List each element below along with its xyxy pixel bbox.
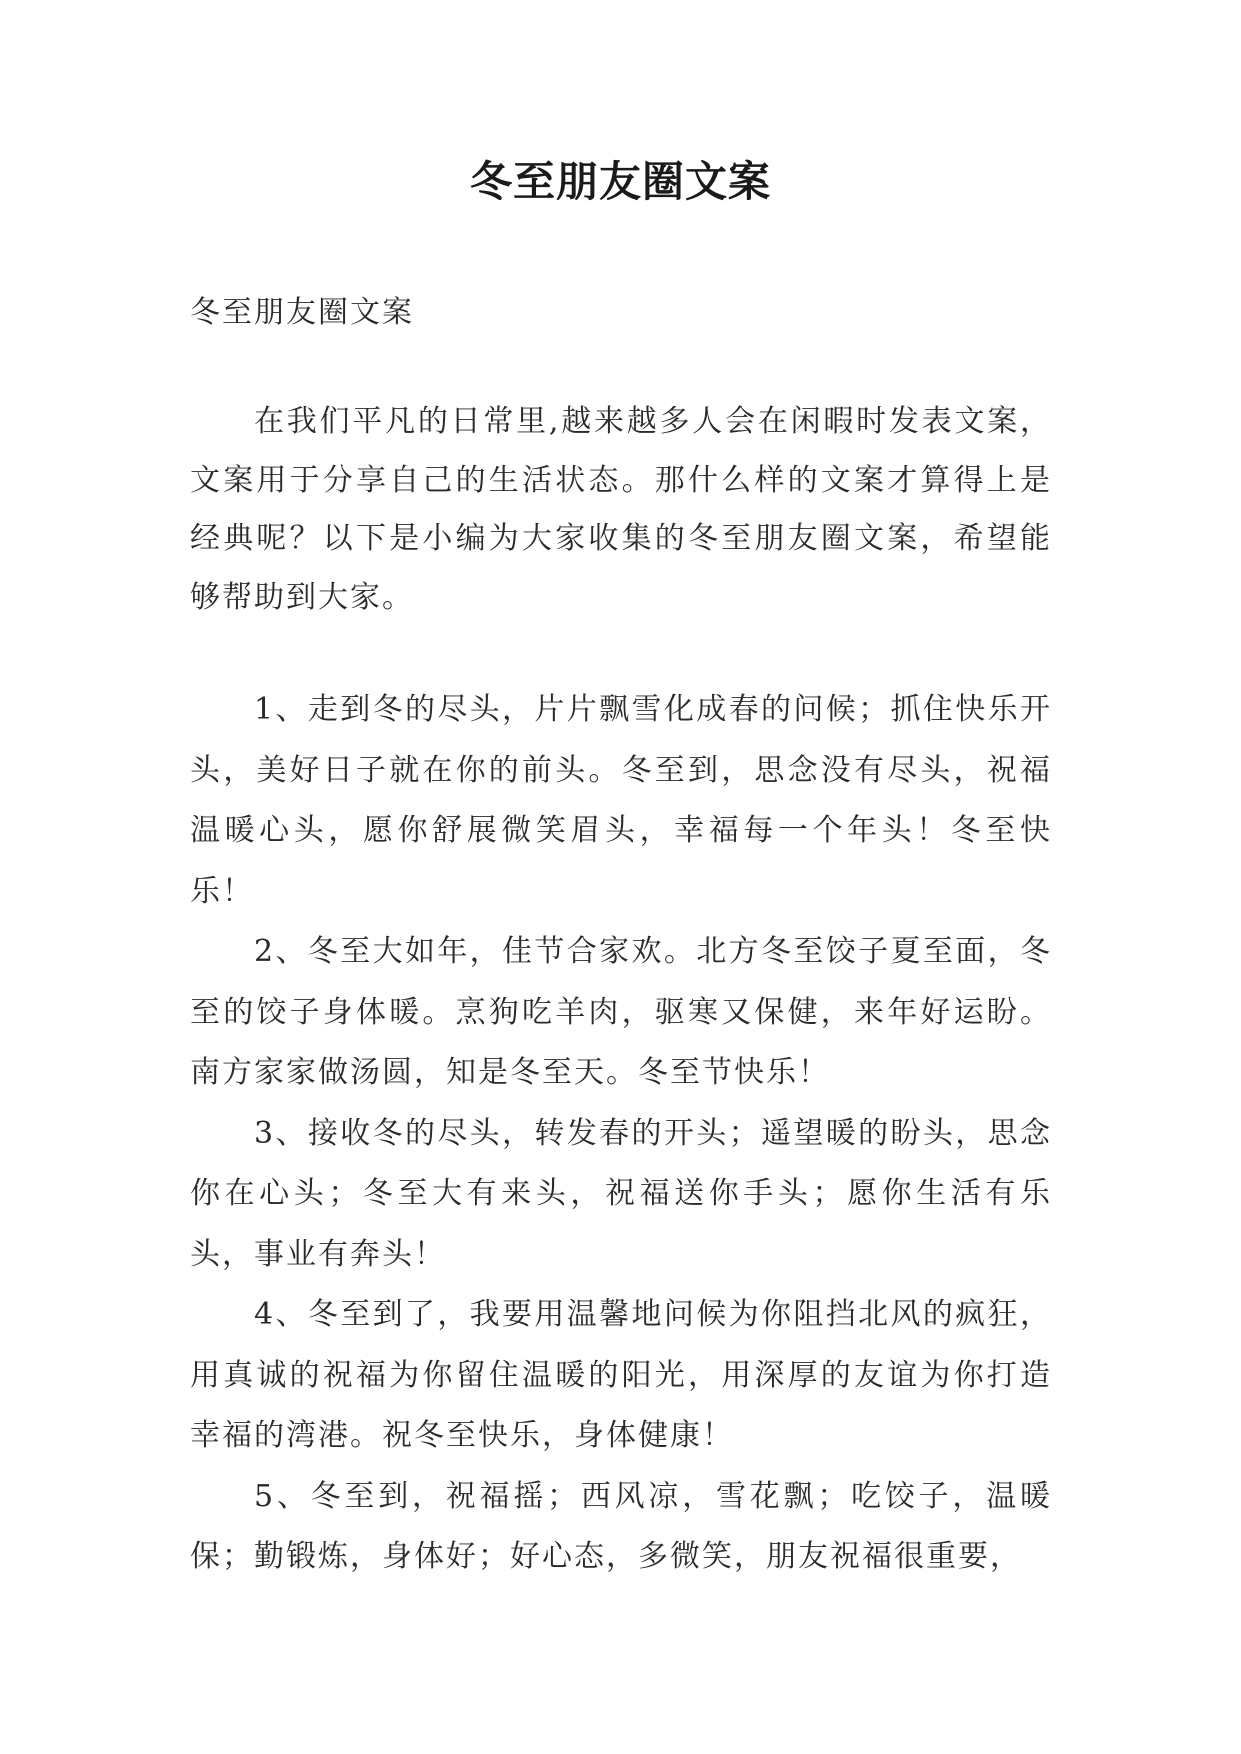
copy-list [190, 680, 1052, 1588]
copy-item-2: 2、冬至大如年，佳节合家欢。北方冬至饺子夏至面，冬至的饺子身体暖。烹狗吃羊肉，驱寒又保健，来年好运盼。南方家家做汤圆，知是冬至天。冬至节快乐！ [190, 934, 1052, 1090]
copy-item-4: 4、冬至到了，我要用温馨地问候为你阻挡北风的疯狂，用真诚的祝福为你留住温暖的阳光，用深厚的友谊为你打造幸福的湾港。祝冬至快乐，身体健康！ [190, 1297, 1052, 1453]
document-subtitle: 冬至朋友圈文案 [190, 295, 414, 330]
document-body [190, 284, 1052, 1588]
intro-paragraph: 在我们平凡的日常里,越来越多人会在闲暇时发表文案，文案用于分享自己的生活状态。那什么样的文案才算得上是经典呢？以下是小编为大家收集的冬至朋友圈文案，希望能够帮助到大家。 [190, 404, 1052, 615]
copy-item-3: 3、接收冬的尽头，转发春的开头；遥望暖的盼头，思念你在心头；冬至大有来头，祝福送你手头；愿你生活有乐头，事业有奔头！ [190, 1115, 1052, 1272]
document-title: 冬至朋友圈文案 [469, 157, 771, 206]
copy-item-5: 5、冬至到，祝福摇；西风凉，雪花飘；吃饺子，温暖保；勤锻炼，身体好；好心态，多微笑，朋友祝福很重要， [190, 1478, 1052, 1574]
copy-item-1: 1、走到冬的尽头，片片飘雪化成春的问候；抓住快乐开头，美好日子就在你的前头。冬至到，思念没有尽头，祝福温暖心头，愿你舒展微笑眉头，幸福每一个年头！冬至快乐！ [190, 692, 1052, 909]
